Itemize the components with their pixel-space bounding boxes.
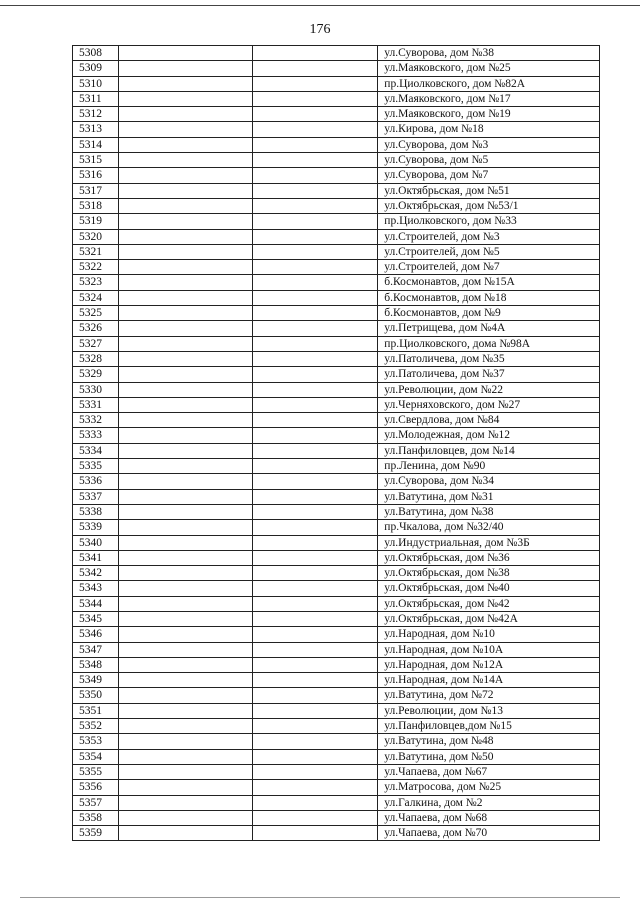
table-row — [73, 734, 600, 749]
row-number-cell: 5337 — [73, 489, 119, 504]
empty-cell — [252, 198, 377, 213]
empty-cell — [119, 535, 253, 550]
table-row — [73, 749, 600, 764]
empty-cell — [119, 107, 253, 122]
address-cell: ул.Маяковского, дом №19 — [378, 107, 600, 122]
address-cell: ул.Панфиловцев,дом №15 — [378, 719, 600, 734]
empty-cell — [252, 46, 377, 61]
address-cell: ул.Народная, дом №14А — [378, 673, 600, 688]
row-number-cell: 5352 — [73, 719, 119, 734]
empty-cell — [119, 229, 253, 244]
address-cell: ул.Октябрьская, дом №42 — [378, 596, 600, 611]
address-cell: ул.Народная, дом №12А — [378, 657, 600, 672]
row-number-cell: 5322 — [73, 260, 119, 275]
empty-cell — [252, 122, 377, 137]
address-cell: ул.Октябрьская, дом №40 — [378, 581, 600, 596]
table-body — [73, 46, 600, 841]
empty-cell — [119, 198, 253, 213]
empty-cell — [252, 413, 377, 428]
empty-cell — [252, 61, 377, 76]
row-number-cell: 5354 — [73, 749, 119, 764]
row-number-cell: 5325 — [73, 306, 119, 321]
empty-cell — [119, 749, 253, 764]
table-row — [73, 795, 600, 810]
empty-cell — [119, 290, 253, 305]
address-cell: ул.Чапаева, дом №70 — [378, 826, 600, 841]
table-row — [73, 489, 600, 504]
address-cell: пр.Чкалова, дом №32/40 — [378, 520, 600, 535]
address-cell: ул.Ватутина, дом №31 — [378, 489, 600, 504]
empty-cell — [119, 382, 253, 397]
empty-cell — [252, 581, 377, 596]
table-row — [73, 474, 600, 489]
row-number-cell: 5310 — [73, 76, 119, 91]
empty-cell — [119, 336, 253, 351]
table-row — [73, 214, 600, 229]
empty-cell — [119, 734, 253, 749]
table-row — [73, 321, 600, 336]
table-row — [73, 566, 600, 581]
row-number-cell: 5335 — [73, 459, 119, 474]
row-number-cell: 5321 — [73, 244, 119, 259]
empty-cell — [119, 183, 253, 198]
address-cell: ул.Галкина, дом №2 — [378, 795, 600, 810]
address-cell: ул.Суворова, дом №7 — [378, 168, 600, 183]
empty-cell — [119, 168, 253, 183]
empty-cell — [252, 826, 377, 841]
empty-cell — [252, 566, 377, 581]
empty-cell — [119, 596, 253, 611]
address-cell: б.Космонавтов, дом №15А — [378, 275, 600, 290]
row-number-cell: 5346 — [73, 627, 119, 642]
table-row — [73, 260, 600, 275]
row-number-cell: 5332 — [73, 413, 119, 428]
empty-cell — [119, 581, 253, 596]
empty-cell — [252, 749, 377, 764]
empty-cell — [252, 290, 377, 305]
empty-cell — [252, 810, 377, 825]
empty-cell — [119, 367, 253, 382]
empty-cell — [119, 688, 253, 703]
empty-cell — [252, 306, 377, 321]
row-number-cell: 5326 — [73, 321, 119, 336]
table-row — [73, 290, 600, 305]
row-number-cell: 5348 — [73, 657, 119, 672]
row-number-cell: 5328 — [73, 351, 119, 366]
address-table — [72, 45, 600, 841]
empty-cell — [252, 397, 377, 412]
table-row — [73, 688, 600, 703]
row-number-cell: 5347 — [73, 642, 119, 657]
table-row — [73, 443, 600, 458]
row-number-cell: 5340 — [73, 535, 119, 550]
empty-cell — [119, 137, 253, 152]
table-row — [73, 428, 600, 443]
empty-cell — [252, 443, 377, 458]
empty-cell — [252, 703, 377, 718]
address-cell: ул.Ватутина, дом №48 — [378, 734, 600, 749]
empty-cell — [252, 260, 377, 275]
address-cell: ул.Октябрьская, дом №51 — [378, 183, 600, 198]
row-number-cell: 5311 — [73, 91, 119, 106]
table-row — [73, 642, 600, 657]
table-row — [73, 306, 600, 321]
table-row — [73, 168, 600, 183]
empty-cell — [252, 382, 377, 397]
address-cell: ул.Октябрьская, дом №36 — [378, 550, 600, 565]
bottom-rule — [20, 897, 620, 898]
empty-cell — [119, 46, 253, 61]
row-number-cell: 5318 — [73, 198, 119, 213]
empty-cell — [119, 810, 253, 825]
empty-cell — [119, 459, 253, 474]
empty-cell — [252, 321, 377, 336]
empty-cell — [119, 780, 253, 795]
table-row — [73, 657, 600, 672]
empty-cell — [252, 504, 377, 519]
row-number-cell: 5350 — [73, 688, 119, 703]
empty-cell — [119, 474, 253, 489]
empty-cell — [252, 275, 377, 290]
empty-cell — [119, 673, 253, 688]
address-cell: пр.Ленина, дом №90 — [378, 459, 600, 474]
table-row — [73, 229, 600, 244]
empty-cell — [252, 764, 377, 779]
empty-cell — [252, 596, 377, 611]
address-cell: ул.Черняховского, дом №27 — [378, 397, 600, 412]
row-number-cell: 5357 — [73, 795, 119, 810]
empty-cell — [252, 153, 377, 168]
page-number: 176 — [309, 22, 331, 37]
table-row — [73, 382, 600, 397]
row-number-cell: 5331 — [73, 397, 119, 412]
empty-cell — [252, 642, 377, 657]
row-number-cell: 5330 — [73, 382, 119, 397]
empty-cell — [119, 504, 253, 519]
row-number-cell: 5336 — [73, 474, 119, 489]
empty-cell — [119, 703, 253, 718]
table-row — [73, 107, 600, 122]
row-number-cell: 5342 — [73, 566, 119, 581]
address-cell: ул.Октябрьская, дом №38 — [378, 566, 600, 581]
empty-cell — [252, 611, 377, 626]
row-number-cell: 5353 — [73, 734, 119, 749]
address-cell: ул.Октябрьская, дом №42А — [378, 611, 600, 626]
empty-cell — [252, 214, 377, 229]
table-row — [73, 764, 600, 779]
row-number-cell: 5314 — [73, 137, 119, 152]
table-row — [73, 673, 600, 688]
row-number-cell: 5333 — [73, 428, 119, 443]
address-cell: пр.Циолковского, дом №33 — [378, 214, 600, 229]
empty-cell — [119, 76, 253, 91]
table-row — [73, 183, 600, 198]
empty-cell — [119, 520, 253, 535]
empty-cell — [119, 719, 253, 734]
row-number-cell: 5334 — [73, 443, 119, 458]
row-number-cell: 5351 — [73, 703, 119, 718]
table-row — [73, 122, 600, 137]
address-cell: ул.Суворова, дом №38 — [378, 46, 600, 61]
address-cell: ул.Октябрьская, дом №53/1 — [378, 198, 600, 213]
table-row — [73, 627, 600, 642]
row-number-cell: 5339 — [73, 520, 119, 535]
empty-cell — [119, 122, 253, 137]
row-number-cell: 5319 — [73, 214, 119, 229]
row-number-cell: 5320 — [73, 229, 119, 244]
table-row — [73, 153, 600, 168]
row-number-cell: 5324 — [73, 290, 119, 305]
row-number-cell: 5315 — [73, 153, 119, 168]
table-row — [73, 413, 600, 428]
empty-cell — [119, 306, 253, 321]
address-cell: пр.Циолковского, дом №82А — [378, 76, 600, 91]
address-cell: ул.Народная, дом №10А — [378, 642, 600, 657]
empty-cell — [119, 550, 253, 565]
address-cell: ул.Суворова, дом №5 — [378, 153, 600, 168]
empty-cell — [119, 153, 253, 168]
table-row — [73, 719, 600, 734]
address-cell: ул.Чапаева, дом №67 — [378, 764, 600, 779]
empty-cell — [252, 367, 377, 382]
table-row — [73, 611, 600, 626]
empty-cell — [252, 780, 377, 795]
empty-cell — [119, 826, 253, 841]
table-row — [73, 550, 600, 565]
address-cell: ул.Строителей, дом №3 — [378, 229, 600, 244]
row-number-cell: 5327 — [73, 336, 119, 351]
row-number-cell: 5344 — [73, 596, 119, 611]
empty-cell — [119, 260, 253, 275]
row-number-cell: 5313 — [73, 122, 119, 137]
empty-cell — [119, 61, 253, 76]
row-number-cell: 5312 — [73, 107, 119, 122]
empty-cell — [119, 244, 253, 259]
empty-cell — [119, 611, 253, 626]
empty-cell — [252, 91, 377, 106]
empty-cell — [252, 673, 377, 688]
row-number-cell: 5317 — [73, 183, 119, 198]
table-row — [73, 76, 600, 91]
address-cell: ул.Кирова, дом №18 — [378, 122, 600, 137]
address-cell: б.Космонавтов, дом №9 — [378, 306, 600, 321]
table-row — [73, 520, 600, 535]
empty-cell — [119, 321, 253, 336]
empty-cell — [119, 795, 253, 810]
row-number-cell: 5308 — [73, 46, 119, 61]
empty-cell — [252, 168, 377, 183]
row-number-cell: 5309 — [73, 61, 119, 76]
table-row — [73, 810, 600, 825]
address-cell: ул.Петрищева, дом №4А — [378, 321, 600, 336]
address-cell: ул.Строителей, дом №5 — [378, 244, 600, 259]
address-cell: ул.Суворова, дом №3 — [378, 137, 600, 152]
empty-cell — [119, 657, 253, 672]
address-cell: пр.Циолковского, дома №98А — [378, 336, 600, 351]
table-row — [73, 61, 600, 76]
table-row — [73, 581, 600, 596]
row-number-cell: 5323 — [73, 275, 119, 290]
address-cell: ул.Чапаева, дом №68 — [378, 810, 600, 825]
empty-cell — [119, 397, 253, 412]
table-row — [73, 46, 600, 61]
table-row — [73, 137, 600, 152]
row-number-cell: 5338 — [73, 504, 119, 519]
table-row — [73, 397, 600, 412]
address-cell: ул.Патоличева, дом №37 — [378, 367, 600, 382]
empty-cell — [252, 137, 377, 152]
address-cell: ул.Строителей, дом №7 — [378, 260, 600, 275]
row-number-cell: 5356 — [73, 780, 119, 795]
address-cell: ул.Ватутина, дом №38 — [378, 504, 600, 519]
table-row — [73, 336, 600, 351]
empty-cell — [119, 642, 253, 657]
empty-cell — [252, 719, 377, 734]
empty-cell — [119, 566, 253, 581]
empty-cell — [252, 550, 377, 565]
address-cell: ул.Молодежная, дом №12 — [378, 428, 600, 443]
table-row — [73, 535, 600, 550]
empty-cell — [252, 688, 377, 703]
address-cell: ул.Народная, дом №10 — [378, 627, 600, 642]
empty-cell — [119, 275, 253, 290]
row-number-cell: 5349 — [73, 673, 119, 688]
row-number-cell: 5345 — [73, 611, 119, 626]
empty-cell — [252, 627, 377, 642]
table-row — [73, 596, 600, 611]
empty-cell — [252, 657, 377, 672]
address-cell: ул.Матросова, дом №25 — [378, 780, 600, 795]
address-cell: ул.Свердлова, дом №84 — [378, 413, 600, 428]
table-row — [73, 275, 600, 290]
empty-cell — [252, 107, 377, 122]
table-row — [73, 504, 600, 519]
empty-cell — [252, 459, 377, 474]
empty-cell — [252, 734, 377, 749]
empty-cell — [252, 351, 377, 366]
row-number-cell: 5343 — [73, 581, 119, 596]
table-row — [73, 91, 600, 106]
row-number-cell: 5341 — [73, 550, 119, 565]
address-cell: ул.Революции, дом №22 — [378, 382, 600, 397]
empty-cell — [252, 428, 377, 443]
empty-cell — [119, 351, 253, 366]
address-cell: ул.Патоличева, дом №35 — [378, 351, 600, 366]
table-row — [73, 351, 600, 366]
table-row — [73, 367, 600, 382]
empty-cell — [119, 428, 253, 443]
empty-cell — [119, 764, 253, 779]
address-cell: ул.Индустриальная, дом №3Б — [378, 535, 600, 550]
row-number-cell: 5358 — [73, 810, 119, 825]
top-rule — [0, 5, 640, 6]
address-cell: ул.Революции, дом №13 — [378, 703, 600, 718]
table-row — [73, 826, 600, 841]
empty-cell — [119, 214, 253, 229]
empty-cell — [252, 535, 377, 550]
empty-cell — [252, 489, 377, 504]
empty-cell — [119, 489, 253, 504]
row-number-cell: 5329 — [73, 367, 119, 382]
empty-cell — [119, 443, 253, 458]
empty-cell — [119, 627, 253, 642]
empty-cell — [252, 795, 377, 810]
address-cell: ул.Панфиловцев, дом №14 — [378, 443, 600, 458]
table-row — [73, 459, 600, 474]
row-number-cell: 5316 — [73, 168, 119, 183]
empty-cell — [252, 229, 377, 244]
empty-cell — [252, 183, 377, 198]
address-cell: б.Космонавтов, дом №18 — [378, 290, 600, 305]
table-row — [73, 244, 600, 259]
table-row — [73, 703, 600, 718]
empty-cell — [252, 474, 377, 489]
address-cell: ул.Суворова, дом №34 — [378, 474, 600, 489]
address-cell: ул.Маяковского, дом №25 — [378, 61, 600, 76]
table-row — [73, 198, 600, 213]
empty-cell — [252, 76, 377, 91]
address-cell: ул.Ватутина, дом №72 — [378, 688, 600, 703]
empty-cell — [119, 413, 253, 428]
row-number-cell: 5359 — [73, 826, 119, 841]
empty-cell — [119, 91, 253, 106]
empty-cell — [252, 244, 377, 259]
empty-cell — [252, 336, 377, 351]
table-row — [73, 780, 600, 795]
row-number-cell: 5355 — [73, 764, 119, 779]
address-cell: ул.Маяковского, дом №17 — [378, 91, 600, 106]
empty-cell — [252, 520, 377, 535]
address-cell: ул.Ватутина, дом №50 — [378, 749, 600, 764]
